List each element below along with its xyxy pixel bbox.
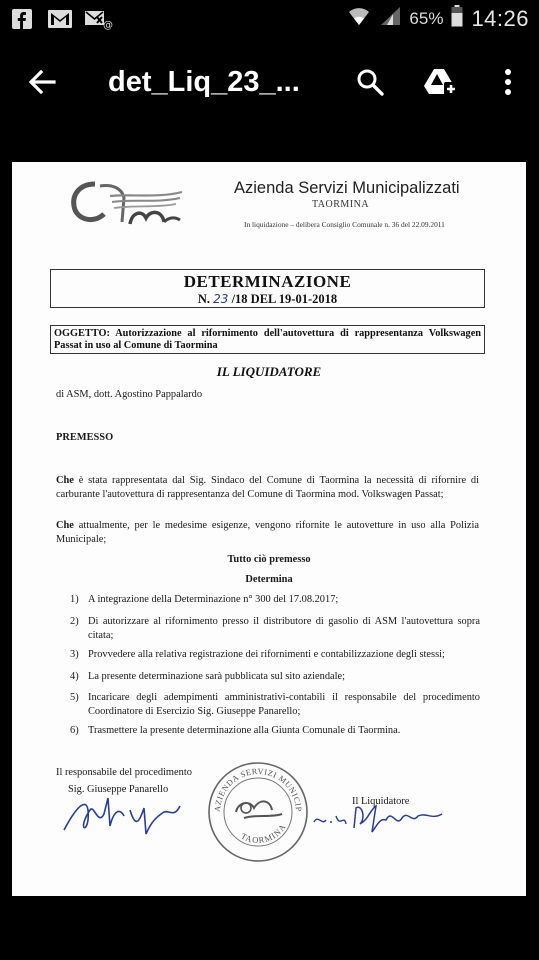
item-text: Di autorizzare al rifornimento presso il distributore di gasolio di ASM l'autovettura sopra citata; xyxy=(88,616,480,641)
item-text: Provvedere alla relativa registrazione dei rifornimenti e contabilizzazione degli stessi; xyxy=(88,649,445,660)
company-city: TAORMINA xyxy=(312,199,370,210)
app-bar xyxy=(0,38,539,126)
more-vert-icon xyxy=(504,68,512,96)
item-number: 6) xyxy=(70,725,79,736)
svg-text:@: @ xyxy=(103,20,113,31)
che-lead: Che xyxy=(56,475,74,486)
company-name: Azienda Servizi Municipalizzati xyxy=(234,179,460,197)
determina-item xyxy=(70,615,480,642)
responsabile-signature xyxy=(60,790,190,840)
tutto-premesso: Tutto ciò premesso xyxy=(227,554,311,565)
item-number: 2) xyxy=(70,616,79,627)
item-text: Trasmettere la presente determinazione alla Giunta Comunale di Taormina. xyxy=(88,725,401,736)
arrow-back-icon xyxy=(28,69,56,95)
stamp-bottom-text: TAORMINA xyxy=(239,821,289,846)
determinazione-number xyxy=(51,292,484,307)
determina-item xyxy=(70,724,480,738)
item-number: 3) xyxy=(70,649,79,660)
item-text: La presente determinazione sarà pubblicata sul sito aziendale; xyxy=(88,671,346,682)
liquidation-note: In liquidazione – delibera Consiglio Comunale n. 36 del 22.09.2011 xyxy=(244,220,445,229)
battery-percent: 65% xyxy=(409,8,444,28)
signal-icon xyxy=(379,6,401,31)
wifi-icon xyxy=(347,6,371,31)
back-button[interactable] xyxy=(22,62,62,102)
determina-item xyxy=(70,593,480,607)
stamp-top-text: AZIENDA SERVIZI MUNICIP xyxy=(212,766,304,813)
determina-item xyxy=(70,670,480,684)
determinazione-box xyxy=(50,269,485,308)
number-prefix: N. xyxy=(197,292,211,306)
search-button[interactable] xyxy=(348,60,392,104)
item-number: 5) xyxy=(70,692,79,703)
more-options-button[interactable] xyxy=(486,60,530,104)
asm-director: di ASM, dott. Agostino Pappalardo xyxy=(56,389,203,400)
document-title: det_Liq_23_... xyxy=(108,66,300,98)
item-text: Incaricare degli adempimenti amministrativi-contabili il responsabile del procedimento Coordinatore di Esercizio Sig. Giuseppe Panarello; xyxy=(88,692,480,717)
missed-email-icon xyxy=(86,8,113,31)
premesso-heading: PREMESSO xyxy=(56,432,114,443)
item-number: 4) xyxy=(70,671,79,682)
asm-logo xyxy=(70,176,186,235)
drive-add-icon xyxy=(423,66,459,98)
liquidatore-signature xyxy=(310,798,450,838)
responsabile-name: Sig. Giuseppe Panarello xyxy=(68,784,169,795)
che-paragraph-2 xyxy=(56,519,479,546)
number-date: /18 DEL 19-01-2018 xyxy=(231,292,338,306)
determinazione-title: DETERMINAZIONE xyxy=(183,272,352,291)
heading-liquidatore: IL LIQUIDATORE xyxy=(216,364,322,379)
che-paragraph-1 xyxy=(56,474,479,501)
battery-icon xyxy=(451,5,463,32)
handwritten-number: 23 xyxy=(213,292,229,306)
liquidatore-label: Il Liquidatore xyxy=(352,796,410,807)
determina-heading: Determina xyxy=(245,574,293,585)
gmail-icon xyxy=(48,8,72,30)
add-to-drive-button[interactable] xyxy=(419,60,463,104)
che-lead: Che xyxy=(56,520,74,531)
che-text: è stata rappresentata dal Sig. Sindaco del Comune di Taormina la necessità di rifornire di carburante l'autovettura di rappresentanza del Comune di Taormina mod. Volkswagen Passat; xyxy=(56,475,479,500)
status-time: 14:26 xyxy=(471,5,529,31)
facebook-icon xyxy=(10,8,34,30)
company-stamp xyxy=(206,760,310,869)
responsabile-label: Il responsabile del procedimento xyxy=(56,767,192,778)
search-icon xyxy=(355,67,385,97)
document-page[interactable] xyxy=(12,162,526,896)
che-text: attualmente, per le medesime esigenze, vengono rifornite le autovetture in uso alla Polizia Municipale; xyxy=(56,520,479,545)
determina-item xyxy=(70,648,480,662)
status-bar xyxy=(0,0,539,38)
item-number: 1) xyxy=(70,594,79,605)
determina-item xyxy=(70,691,480,718)
oggetto-box: OGGETTO: Autorizzazione al rifornimento dell'autovettura di rappresentanza Volkswagen Passat in uso al Comune di Taormina xyxy=(50,325,485,354)
item-text: A integrazione della Determinazione n° 300 del 17.08.2017; xyxy=(88,594,339,605)
